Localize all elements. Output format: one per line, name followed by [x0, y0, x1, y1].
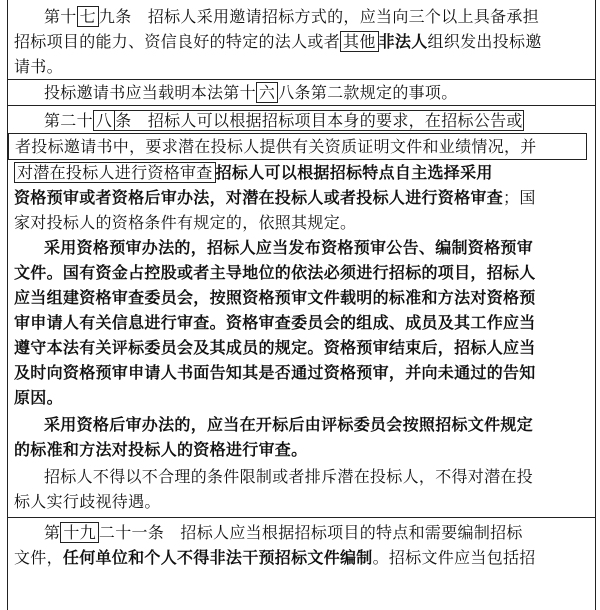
- article-19-block: [8, 0, 595, 106]
- paragraph-line: 文件。国有资金占控股或者主导地位的依法必须进行招标的项目，招标人: [14, 263, 536, 282]
- article-19-line-2: [8, 29, 595, 54]
- text: 第十: [44, 7, 77, 26]
- inserted-text: 招标人可以根据招标特点自主选择采用: [215, 163, 493, 182]
- article-20-line-2: 者投标邀请书中，要求潜在投标人提供有关资质证明文件和业绩情况，并: [8, 133, 587, 160]
- paragraph-line: 的标准和方法对投标人的资格进行审查。: [14, 440, 308, 459]
- paragraph-line: 遵守本法有关评标委员会及其成员的规定。资格预审结束后，招标人应当: [14, 338, 536, 357]
- text: 投标邀请书应当载明本法第十: [44, 83, 256, 102]
- text: 文件，: [14, 548, 63, 567]
- paragraph-line: 采用资格后审办法的，应当在开标后由评标委员会按照招标文件规定: [44, 415, 534, 434]
- text: 。招标文件应当包括招: [372, 548, 536, 567]
- paragraph-line: 招标人不得以不合理的条件限制或者排斥潜在投标人，不得对潜在投: [44, 467, 534, 486]
- deleted-number-box: 八: [93, 110, 115, 131]
- inserted-text: 资格预审或者资格后审办法，对潜在投标人或者投标人进行资格审查: [14, 188, 504, 207]
- deleted-number-box: 六: [256, 82, 278, 103]
- revision-table: [7, 0, 596, 610]
- paragraph-line: 采用资格预审办法的，招标人应当发布资格预审公告、编制资格预审: [44, 238, 534, 257]
- deleted-number-box: 十九: [60, 522, 99, 543]
- article-20-line-1: [8, 108, 595, 133]
- text: ；国: [503, 188, 536, 207]
- text: 九条 招标人采用邀请招标方式的，应当向三个以上具备承担: [98, 7, 540, 26]
- text: 二十一条 招标人应当根据招标项目的特点和需要编制招标: [98, 523, 523, 542]
- paragraph-line: 应当组建资格审查委员会，按照资格预审文件载明的标准和方法对资格预: [14, 288, 536, 307]
- text: 组织发出投标邀: [427, 32, 542, 51]
- text: 第二十: [44, 111, 93, 130]
- deleted-sentence-box: 条 招标人可以根据招标项目本身的要求，在招标公告或: [115, 111, 523, 130]
- inserted-text: 任何单位和个人不得非法干预招标文件编制: [62, 548, 373, 567]
- article-19-line-3: 请书。: [14, 57, 63, 76]
- article-21-line-2: [8, 545, 595, 570]
- article-19-line-4: [8, 79, 595, 105]
- paragraph-line: 审申请人有关信息进行审查。资格审查委员会的组成、成员及其工作应当: [14, 313, 536, 332]
- deleted-text-box: 其他: [340, 31, 379, 52]
- text: 招标项目的能力、资信良好的特定的法人或者: [14, 32, 341, 51]
- article-21-line-1: [8, 520, 595, 545]
- article-20-paragraph-3: [8, 412, 595, 462]
- paragraph-line: 原因。: [14, 388, 63, 407]
- article-21-block: [8, 518, 595, 570]
- article-19-line-1: [8, 4, 595, 29]
- paragraph-line: 及时向资格预审申请人书面告知其是否通过资格预审，并向未通过的告知: [14, 363, 536, 382]
- deleted-phrase-box: 对潜在投标人进行资格审查: [14, 162, 216, 183]
- article-20-paragraph-4: [8, 464, 595, 517]
- article-20-line-4: [8, 185, 595, 210]
- deleted-number-box: 七: [77, 6, 99, 27]
- article-20-line-5: 家对投标人的资格条件有规定的，依照其规定。: [14, 213, 357, 232]
- article-20-paragraph-2: [8, 235, 595, 410]
- article-20-line-3: [8, 160, 595, 185]
- article-20-block: [8, 106, 595, 518]
- text: 第: [44, 523, 61, 542]
- text: 八条第二款规定的事项。: [278, 83, 458, 102]
- paragraph-line: 标人实行歧视待遇。: [14, 492, 161, 511]
- inserted-text: 非法人: [378, 32, 428, 51]
